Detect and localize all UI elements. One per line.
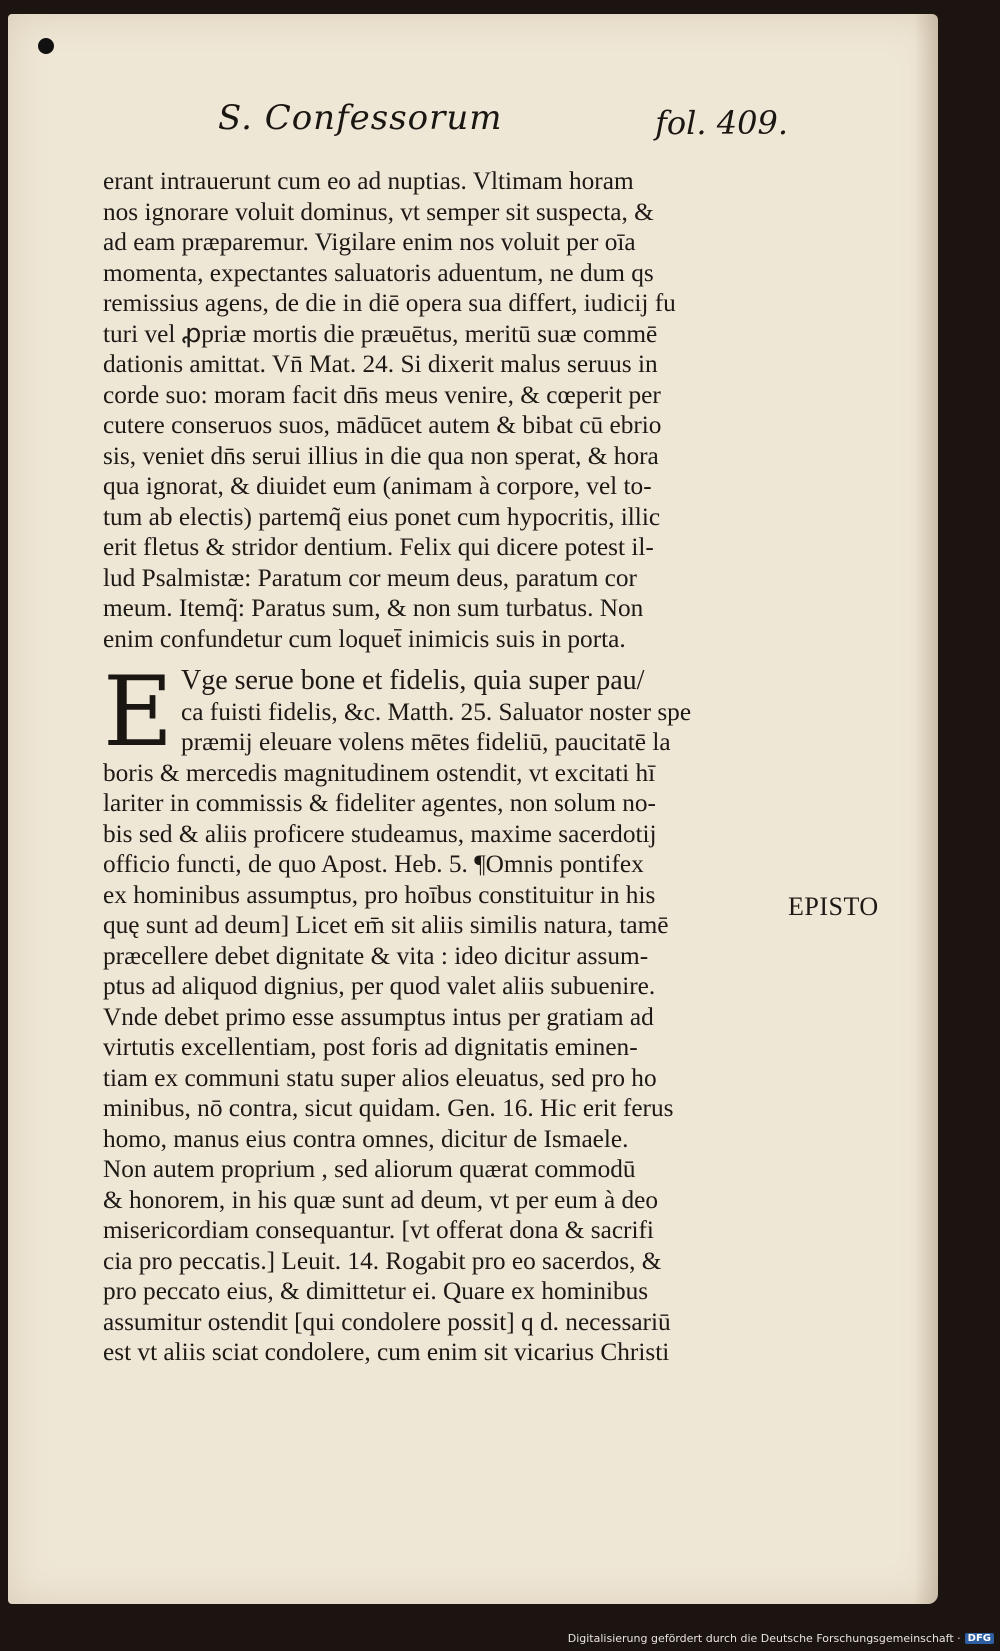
- text-line: Vnde debet primo esse assumptus intus per gratiam ad: [103, 1002, 654, 1031]
- text-line: officio functi, de quo Apost. Heb. 5. ¶Omnis pontifex: [103, 850, 644, 878]
- text-line: meum. Itemq̃: Paratus sum, & non sum turbatus. Non: [103, 594, 644, 622]
- book-page: [8, 14, 938, 1604]
- margin-note: EPISTO: [788, 892, 879, 921]
- text-line: sis, veniet dn̄s serui illius in die qua non sperat, & hora: [103, 441, 659, 470]
- credit-text: Digitalisierung gefördert durch die Deutsche Forschungsgemeinschaft ·: [567, 1632, 961, 1645]
- text-line: ex hominibus assumptus, pro hoībus constituitur in his: [103, 880, 656, 909]
- text-line: Vge serue bone et fidelis, quia super pau/: [181, 665, 645, 696]
- text-line: ca fuisti fidelis, &c. Matth. 25. Saluator noster spe: [181, 697, 692, 726]
- text-line: turi vel ꝓpriæ mortis die præuētus, meritū suæ commē: [103, 319, 658, 348]
- dfg-logo: DFG: [965, 1633, 994, 1644]
- text-line: Non autem proprium , sed aliorum quærat commodū: [103, 1155, 636, 1183]
- text-line: homo, manus eius contra omnes, dicitur de Ismaele.: [103, 1124, 629, 1153]
- text-line: assumitur ostendit [qui condolere possit] q d. necessariū: [103, 1307, 671, 1336]
- page-edge-shadow: [914, 14, 938, 1604]
- text-line: misericordiam consequantur. [vt offerat dona & sacrifi: [103, 1216, 654, 1244]
- text-line: præmij eleuare volens mētes fideliū, paucitatē la: [181, 728, 671, 756]
- text-line: dationis amittat. Vn̄ Mat. 24. Si dixerit malus seruus in: [103, 350, 658, 378]
- text-line: tiam ex communi statu super alios eleuatus, sed pro ho: [103, 1063, 657, 1092]
- text-line: remissius agens, de die in diē opera sua differt, iudicij fu: [103, 289, 676, 317]
- text-line: qua ignorat, & diuidet eum (animam à corpore, vel to‐: [103, 472, 652, 500]
- text-line: bis sed & aliis proficere studeamus, maxime sacerdotij: [103, 819, 657, 848]
- text-line: lariter in commissis & fideliter agentes, non solum no‐: [103, 789, 656, 817]
- text-line: lud Psalmistæ: Paratum cor meum deus, paratum cor: [103, 563, 637, 592]
- digitization-credit: [568, 1632, 994, 1645]
- text-line: minibus, nō contra, sicut quidam. Gen. 16. Hic erit ferus: [103, 1094, 674, 1122]
- text-line: tum ab electis) partemq̃ eius ponet cum hypocritis, illic: [103, 502, 661, 531]
- text-line: præcellere debet dignitate & vita : ideo dicitur assum‐: [103, 941, 649, 970]
- text-line: virtutis excellentiam, post foris ad dignitatis eminen‐: [103, 1033, 638, 1061]
- text-line: ad eam præparemur. Vigilare enim nos voluit per oīa: [103, 228, 636, 256]
- text-line: est vt aliis sciat condolere, cum enim sit vicarius Christi: [103, 1338, 670, 1366]
- text-line: & honorem, in his quæ sunt ad deum, vt per eum à deo: [103, 1185, 659, 1214]
- text-block: [103, 166, 778, 1368]
- text-line: enim confundetur cum loquet̄ inimicis suis in porta.: [103, 624, 626, 653]
- decorated-initial: E: [103, 656, 174, 768]
- running-head: S. Confessorum: [218, 98, 503, 138]
- text-line: momenta, expectantes saluatoris aduentum, ne dum qs: [103, 258, 654, 287]
- text-line: cia pro peccatis.] Leuit. 14. Rogabit pro eo sacerdos, &: [103, 1246, 662, 1275]
- folio-number: fol. 409.: [655, 104, 788, 142]
- text-line: erit fletus & stridor dentium. Felix qui dicere potest il‐: [103, 533, 654, 561]
- text-line: corde suo: moram facit dn̄s meus venire, & cœperit per: [103, 380, 661, 409]
- text-line: erant intrauerunt cum eo ad nuptias. Vltimam horam: [103, 167, 634, 195]
- text-line: quę sunt ad deum] Licet em̄ sit aliis similis natura, tamē: [103, 911, 669, 939]
- text-line: ptus ad aliquod dignius, per quod valet aliis subuenire.: [103, 972, 656, 1000]
- text-line: cutere conseruos suos, mādūcet autem & bibat cū ebrio: [103, 411, 662, 439]
- paragraph-1: [103, 166, 778, 654]
- text-line: pro peccato eius, & dimittetur ei. Quare ex hominibus: [103, 1277, 649, 1305]
- binding-hole: [38, 38, 54, 54]
- text-line: nos ignorare voluit dominus, vt semper sit suspecta, &: [103, 197, 654, 226]
- text-line: boris & mercedis magnitudinem ostendit, vt excitati hī: [103, 758, 656, 787]
- paragraph-2: [103, 656, 778, 1368]
